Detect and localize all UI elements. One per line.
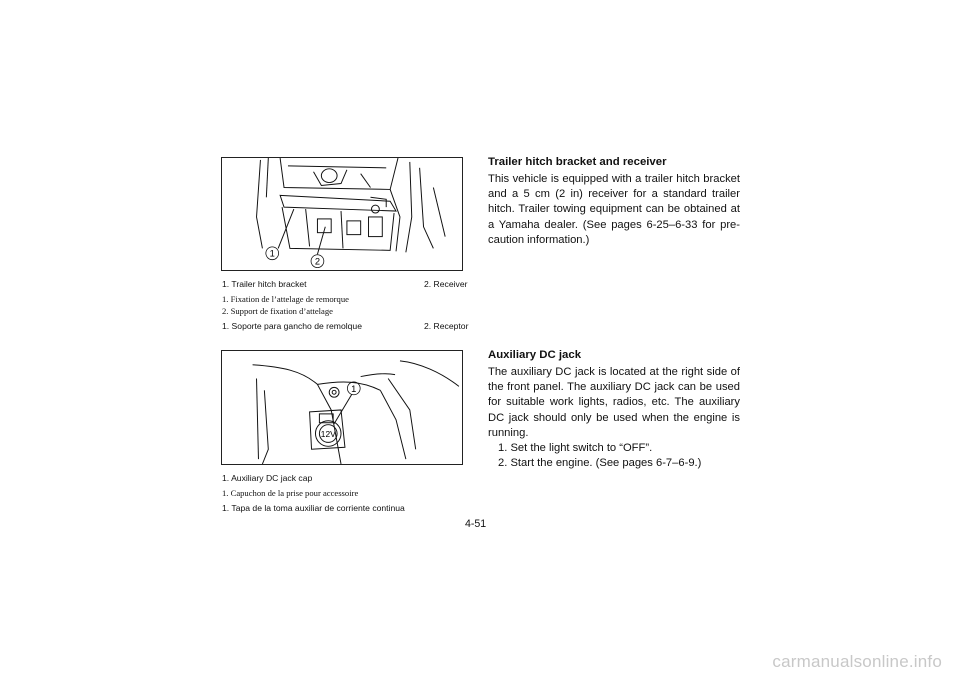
callout-1-label: 1 [351,383,357,394]
caption-en-item1: 1. Auxiliary DC jack cap [222,473,313,483]
section-body: The auxiliary DC jack is located at the right side of the front panel. The auxiliary DC jack can be used for suitable work lights, radios, etc. The auxiliary DC jack should only be used when the engine is running. [488,366,740,439]
callout-1-label: 1 [269,248,275,259]
trailer-hitch-section [488,155,740,248]
caption-fr-item1: 1. Fixation de l’attelage de remorque [222,294,349,304]
section-body: This vehicle is equipped with a trailer hitch bracket and a 5 cm (2 in) receiver for a standard trailer hitch. Trailer towing equipment can be obtained at a Yamaha dealer. (See pages 6-25–6-33 for pre-caution information.) [488,173,740,246]
caption-es-item1: 1. Soporte para gancho de remolque [222,321,362,331]
caption-es-item2: 2. Receptor [424,321,469,331]
dc-jack-illustration [222,351,462,464]
trailer-hitch-caption [222,278,468,332]
watermark-link[interactable]: carmanualsonline.info [772,652,942,671]
caption-fr-item2: 2. Support de fixation d’attelage [222,306,333,316]
callout-2-label: 2 [314,256,321,267]
section-heading: Trailer hitch bracket and receiver [488,156,667,168]
dc-jack-section [488,348,740,471]
dc-jack-figure [221,350,463,465]
caption-en-item1: 1. Trailer hitch bracket [222,279,307,289]
steps-list [488,441,740,471]
trailer-hitch-figure [221,157,463,271]
caption-en-item2: 2. Receiver [424,279,468,289]
step-1: 1. Set the light switch to “OFF”. [498,442,653,455]
section-heading: Auxiliary DC jack [488,349,582,361]
jack-12v-label: 12V [320,428,336,439]
caption-es-item1: 1. Tapa de la toma auxiliar de corriente continua [222,503,405,513]
step-2: 2. Start the engine. (See pages 6-7–6-9.) [498,457,702,470]
page-number: 4-51 [465,518,487,530]
dc-jack-caption [222,472,405,514]
caption-fr-item1: 1. Capuchon de la prise pour accessoire [222,488,359,498]
trailer-hitch-illustration [222,158,462,270]
